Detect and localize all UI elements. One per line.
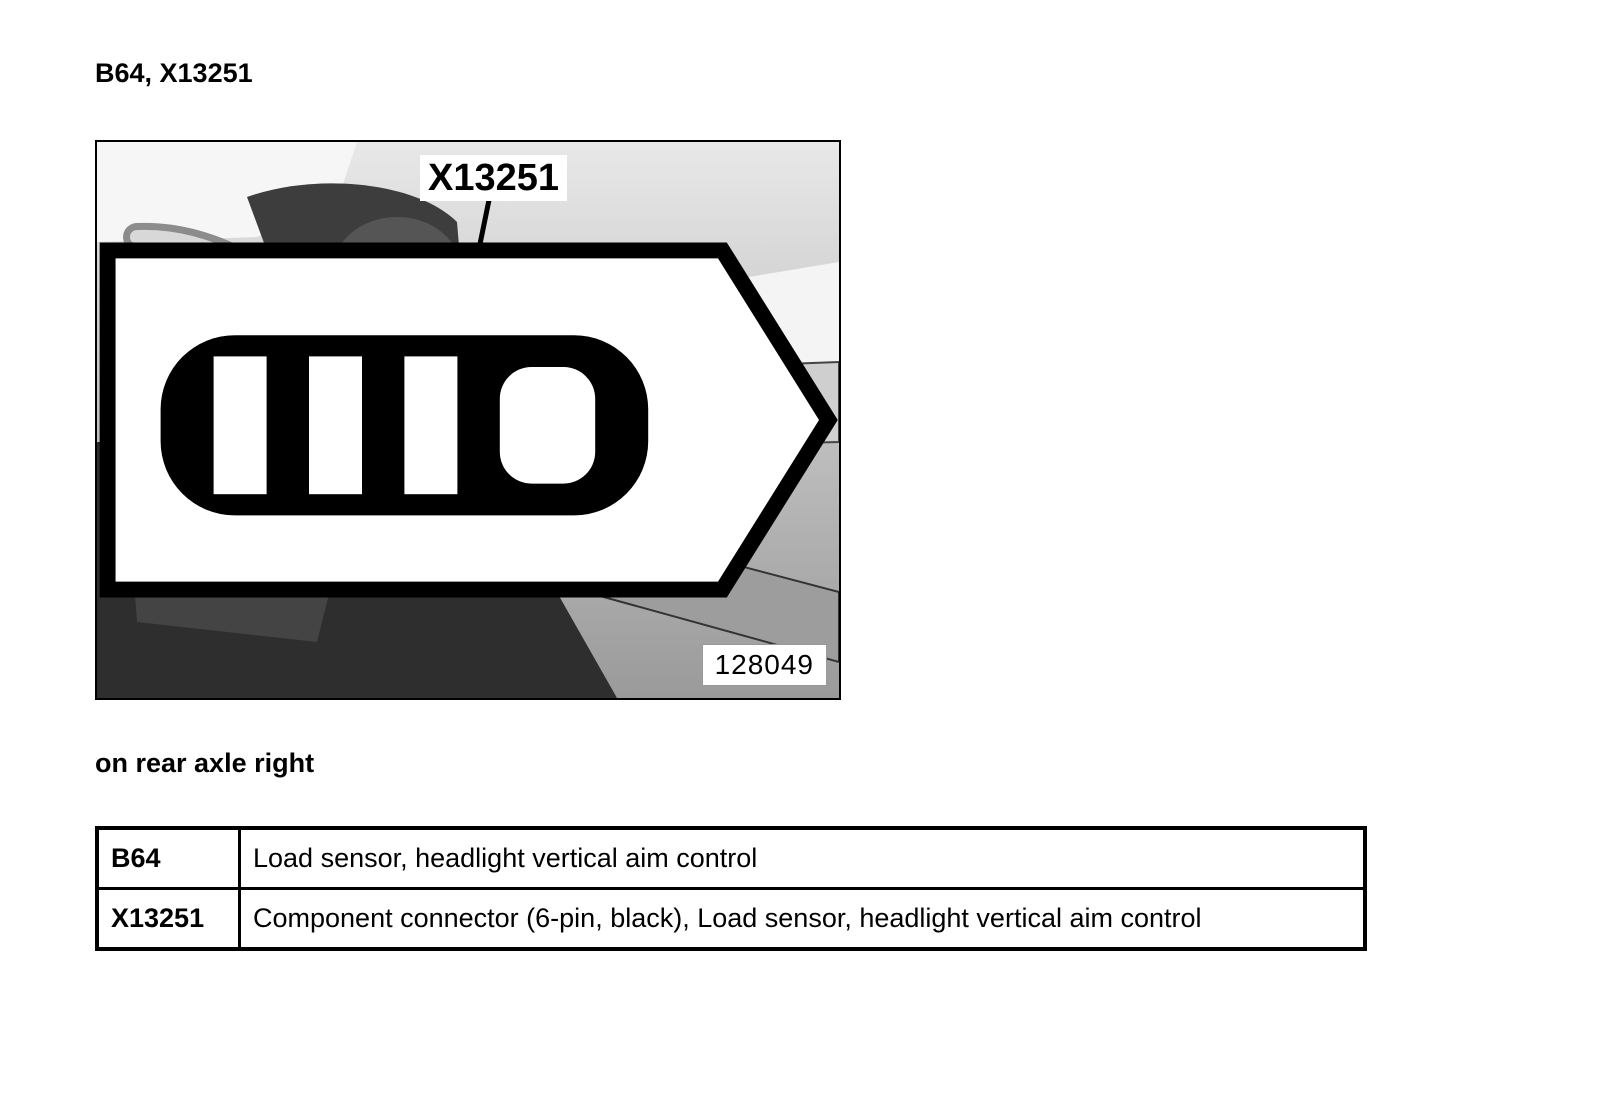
component-description: Load sensor, headlight vertical aim control	[240, 828, 1366, 889]
component-code: X13251	[97, 889, 240, 950]
page-title: B64, X13251	[95, 58, 253, 88]
component-description: Component connector (6-pin, black), Load sensor, headlight vertical aim control	[240, 889, 1366, 950]
car-rear-right-icon	[97, 142, 839, 698]
table-row	[97, 828, 1365, 889]
figure-number: 128049	[702, 644, 827, 686]
table-row	[97, 889, 1365, 950]
axle-photo-figure	[95, 140, 841, 700]
component-legend-table	[95, 826, 1367, 951]
figure-caption: on rear axle right	[95, 748, 315, 778]
callout-x13251-label: X13251	[420, 155, 567, 201]
component-code: B64	[97, 828, 240, 889]
